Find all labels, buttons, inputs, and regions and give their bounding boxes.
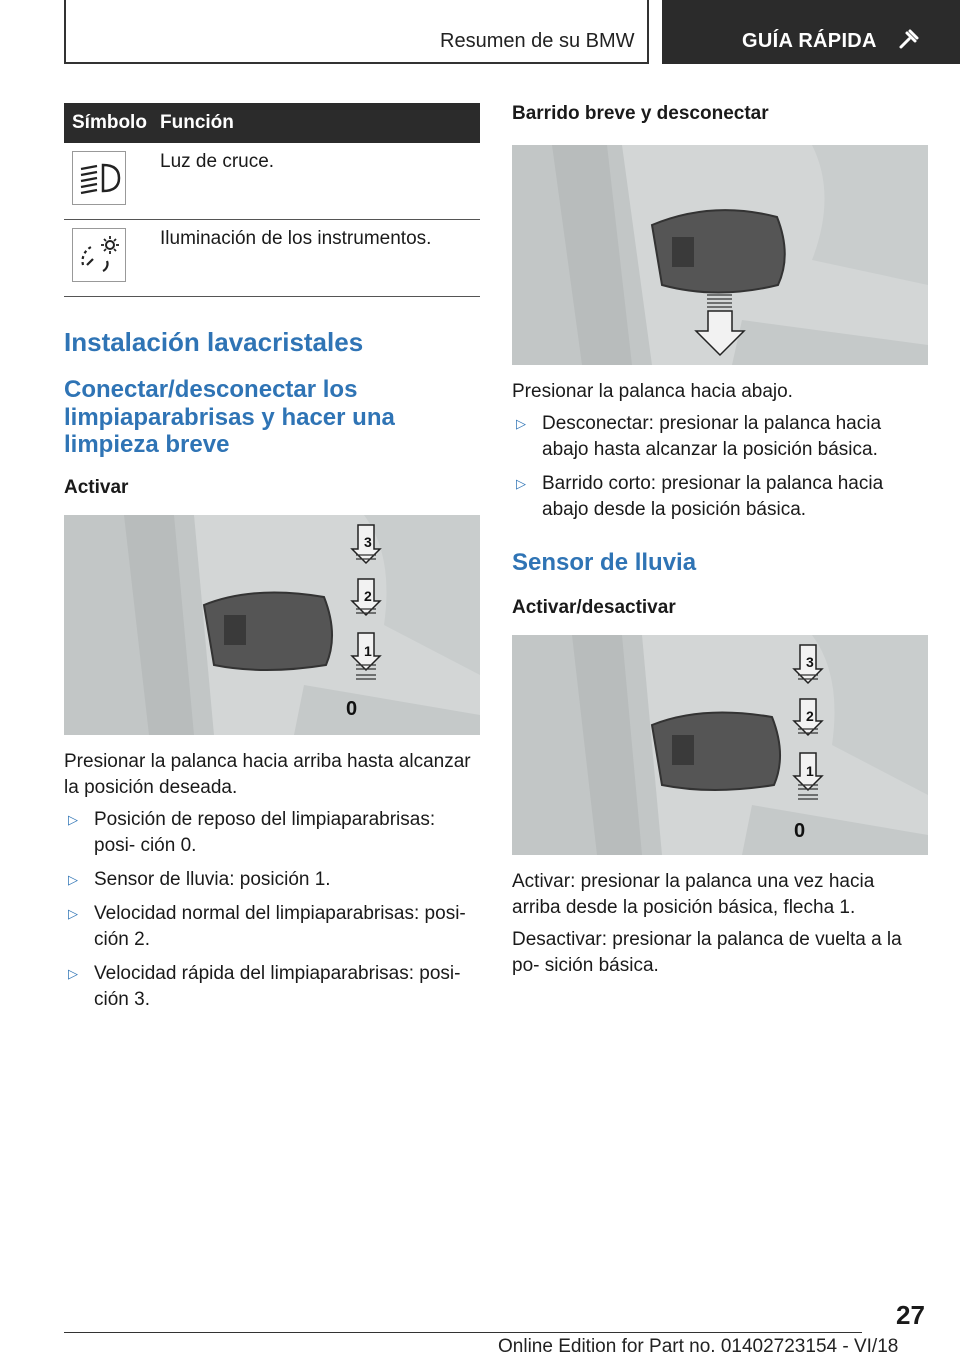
header-guide-tab[interactable] [662,0,960,64]
list-item: ▷ Barrido corto: presionar la palanca hacia abajo desde la posición básica. [516,473,884,520]
activate-heading: Activar [64,476,129,498]
table-cell-function: Iluminación de los instrumentos. [160,220,480,297]
page-number: 27 [896,1300,925,1330]
wiper-lever-down-figure [512,145,928,365]
press-down-paragraph: Presionar la palanca hacia abajo. [512,381,793,402]
table-row [64,143,480,220]
triangle-bullet-icon: ▷ [68,905,78,921]
activate-rain-paragraph: Activar: presionar la palanca una vez hacia arriba desde la posición básica, flecha 1. [512,870,875,918]
triangle-bullet-icon: ▷ [516,416,526,431]
activate-paragraph: Presionar la palanca hacia arriba hasta alcanzar la posición deseada. [64,750,471,798]
instrument-lighting-icon [72,228,126,282]
triangle-bullet-icon: ▷ [516,476,526,491]
deactivate-rain-paragraph: Desactivar: presionar la palanca de vuelta a la po‐ sición básica. [512,928,902,976]
symbol-table [64,103,480,297]
wrench-icon [898,28,920,50]
figure-label-1: 1 [364,642,372,659]
figure-label-3: 3 [806,653,814,670]
left-column [64,103,480,1021]
brief-wipe-heading: Barrido breve y desconectar [512,103,769,124]
table-row [64,220,480,297]
triangle-bullet-icon: ▷ [68,871,78,887]
footer-divider [64,1332,862,1333]
rain-sensor-figure [512,635,928,855]
list-item: ▷ Sensor de lluvia: posición 1. [64,867,480,893]
triangle-bullet-icon: ▷ [68,811,78,827]
section-heading-washer: Instalación lavacristales [64,327,364,357]
list-item: ▷ Posición de reposo del limpiaparabrisas: posi‐ ción 0. [68,808,436,856]
symbol-header: Símbolo [64,103,160,143]
figure-label-3: 3 [364,533,372,550]
figure-label-2: 2 [806,707,814,724]
triangle-bullet-icon: ▷ [68,965,78,981]
press-down-list [512,411,928,523]
header-section-title[interactable]: Resumen de su BMW [440,30,635,52]
right-column [512,103,928,979]
low-beam-icon [72,151,126,205]
header-guide-label: GUÍA RÁPIDA [742,30,877,52]
list-item: ▷ Velocidad rápida del limpiaparabrisas: posi‐ ción 3. [68,962,461,1010]
table-cell-function: Luz de cruce. [160,143,480,220]
footer-edition: Online Edition for Part no. 01402723154 - VI/18 [498,1336,899,1357]
wiper-lever-up-figure [64,515,480,735]
figure-label-1: 1 [806,762,814,779]
list-item: ▷ Desconectar: presionar la palanca hacia abajo hasta alcanzar la posición básica. [516,413,882,460]
list-item: ▷ Velocidad normal del limpiaparabrisas: posi‐ ción 2. [68,902,466,950]
function-header: Función [160,103,480,143]
figure-label-0: 0 [794,819,806,842]
activate-deactivate-heading: Activar/desactivar [512,596,676,618]
wiper-positions-list [64,807,480,1013]
figure-label-0: 0 [346,697,358,720]
figure-label-2: 2 [364,587,372,604]
rain-sensor-heading: Sensor de lluvia [512,549,697,576]
subsection-heading-wipers: Conectar/desconectar los limpiaparabrisas y hacer una limpieza breve [64,376,395,459]
